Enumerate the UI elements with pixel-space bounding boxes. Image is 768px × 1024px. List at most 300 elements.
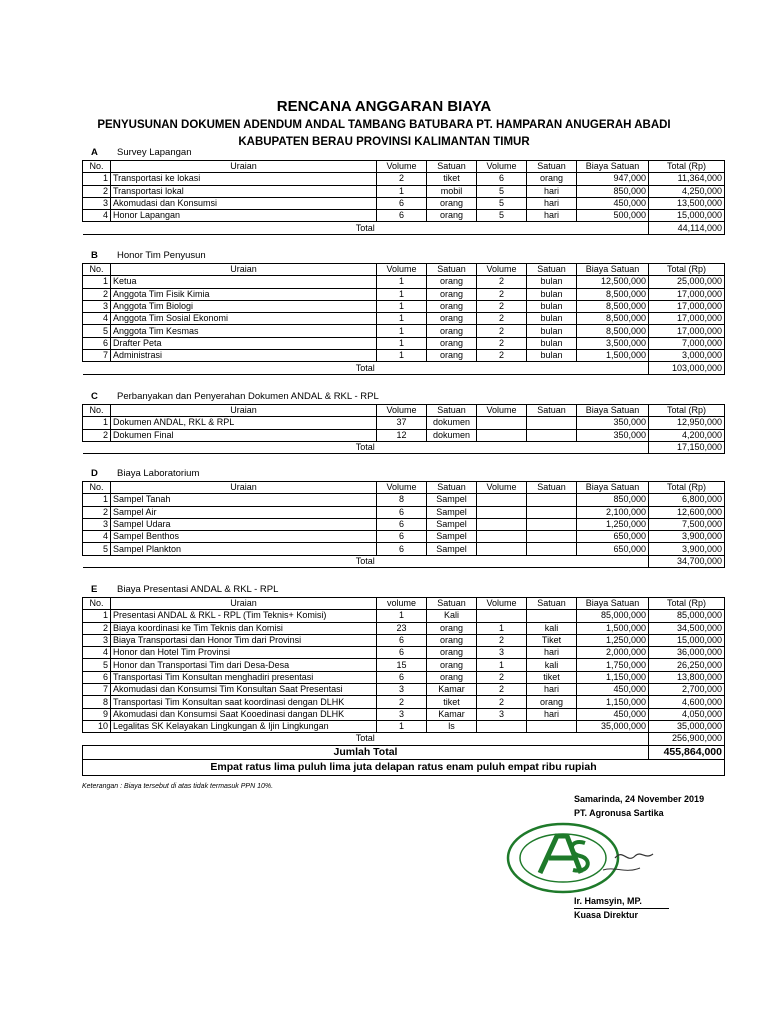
- table-cell: Drafter Peta: [111, 337, 377, 349]
- table-cell: Biaya Transportasi dan Honor Tim dari Provinsi: [111, 634, 377, 646]
- section-letter: B: [91, 250, 98, 261]
- table-header-row: [83, 482, 725, 494]
- table-cell: Transportasi Tim Konsultan menghadiri presentasi: [111, 671, 377, 683]
- table-cell: 3,900,000: [649, 543, 725, 555]
- table-cell: Legalitas SK Kelayakan Lingkungan & Ijin Lingkungan: [111, 720, 377, 732]
- table-cell: 450,000: [577, 197, 649, 209]
- footnote: Keterangan : Biaya tersebut di atas tidak termasuk PPN 10%.: [82, 783, 274, 790]
- table-row: [83, 417, 725, 429]
- table-cell: [477, 494, 527, 506]
- section-total-value: 256,900,000: [649, 733, 725, 745]
- table-row: [83, 276, 725, 288]
- column-header: Uraian: [111, 482, 377, 494]
- table-cell: mobil: [427, 185, 477, 197]
- table-cell: Sampel Plankton: [111, 543, 377, 555]
- table-cell: Sampel: [427, 518, 477, 530]
- column-header: No.: [83, 598, 111, 610]
- total-label: Total: [83, 222, 649, 234]
- table-cell: 15: [377, 659, 427, 671]
- table-cell: Sampel: [427, 531, 477, 543]
- table-cell: 2,700,000: [649, 684, 725, 696]
- column-header: Total (Rp): [649, 264, 725, 276]
- table-cell: 1: [377, 185, 427, 197]
- table-cell: 1,150,000: [577, 696, 649, 708]
- table-cell: [527, 531, 577, 543]
- table-cell: 12,500,000: [577, 276, 649, 288]
- table-row: [83, 708, 725, 720]
- column-header: Volume: [477, 405, 527, 417]
- table-cell: 1: [83, 610, 111, 622]
- table-cell: bulan: [527, 350, 577, 362]
- table-cell: [527, 518, 577, 530]
- table-cell: Dokumen ANDAL, RKL & RPL: [111, 417, 377, 429]
- signer-position: Kuasa Direktur: [574, 910, 639, 920]
- table-cell: 17,000,000: [649, 300, 725, 312]
- grand-total-label: Jumlah Total: [83, 745, 649, 759]
- section-total-row: [83, 441, 725, 453]
- table-cell: Kali: [427, 610, 477, 622]
- column-header: Volume: [477, 161, 527, 173]
- column-header: Satuan: [527, 482, 577, 494]
- table-cell: 4,200,000: [649, 429, 725, 441]
- budget-table: [82, 481, 725, 568]
- table-cell: [477, 417, 527, 429]
- table-row: [83, 313, 725, 325]
- table-cell: 8: [377, 494, 427, 506]
- table-cell: Anggota Tim Sosial Ekonomi: [111, 313, 377, 325]
- column-header: Satuan: [427, 598, 477, 610]
- table-cell: 4,250,000: [649, 185, 725, 197]
- column-header: Total (Rp): [649, 482, 725, 494]
- table-cell: 5: [477, 197, 527, 209]
- table-cell: orang: [527, 173, 577, 185]
- table-cell: 4: [83, 647, 111, 659]
- table-cell: 3: [477, 708, 527, 720]
- table-row: [83, 300, 725, 312]
- table-cell: 13,500,000: [649, 197, 725, 209]
- column-header: Satuan: [427, 482, 477, 494]
- table-row: [83, 671, 725, 683]
- table-cell: Dokumen Final: [111, 429, 377, 441]
- table-cell: 450,000: [577, 708, 649, 720]
- table-cell: Honor dan Hotel Tim Provinsi: [111, 647, 377, 659]
- section-name: Perbanyakan dan Penyerahan Dokumen ANDAL & RKL - RPL: [117, 391, 379, 402]
- table-row: [83, 720, 725, 732]
- table-cell: 2: [477, 337, 527, 349]
- table-cell: [477, 506, 527, 518]
- budget-table: [82, 263, 725, 375]
- section-total-row: [83, 362, 725, 374]
- table-cell: kali: [527, 622, 577, 634]
- table-cell: Kamar: [427, 708, 477, 720]
- table-cell: 4: [83, 313, 111, 325]
- table-cell: 5: [83, 543, 111, 555]
- table-row: [83, 634, 725, 646]
- table-header-row: [83, 598, 725, 610]
- table-cell: 3: [83, 197, 111, 209]
- table-cell: 11,364,000: [649, 173, 725, 185]
- column-header: Biaya Satuan: [577, 264, 649, 276]
- table-cell: [527, 506, 577, 518]
- table-cell: 8: [83, 696, 111, 708]
- table-cell: orang: [427, 210, 477, 222]
- grand-total-value: 455,864,000: [649, 745, 725, 759]
- table-cell: 450,000: [577, 684, 649, 696]
- table-cell: 7,500,000: [649, 518, 725, 530]
- table-cell: 12,600,000: [649, 506, 725, 518]
- table-cell: Sampel Udara: [111, 518, 377, 530]
- table-cell: 1: [477, 659, 527, 671]
- column-header: Total (Rp): [649, 161, 725, 173]
- table-cell: 3: [83, 300, 111, 312]
- table-cell: orang: [427, 276, 477, 288]
- table-cell: 13,800,000: [649, 671, 725, 683]
- table-cell: 3,000,000: [649, 350, 725, 362]
- section-letter: E: [91, 584, 98, 595]
- table-cell: 15,000,000: [649, 634, 725, 646]
- section-a: [82, 147, 724, 235]
- table-cell: 2: [83, 622, 111, 634]
- total-label: Total: [83, 733, 649, 745]
- table-cell: 2: [477, 300, 527, 312]
- table-cell: 2: [83, 185, 111, 197]
- table-cell: 34,500,000: [649, 622, 725, 634]
- table-cell: 2: [477, 350, 527, 362]
- amount-in-words-row: [83, 759, 725, 775]
- company-name: PT. Agronusa Sartika: [574, 808, 664, 818]
- table-cell: 2: [477, 634, 527, 646]
- table-cell: 23: [377, 622, 427, 634]
- table-row: [83, 659, 725, 671]
- table-cell: 1: [377, 337, 427, 349]
- table-cell: [527, 543, 577, 555]
- table-cell: 85,000,000: [649, 610, 725, 622]
- section-total-row: [83, 222, 725, 234]
- table-cell: hari: [527, 197, 577, 209]
- column-header: Biaya Satuan: [577, 482, 649, 494]
- table-cell: 4,600,000: [649, 696, 725, 708]
- column-header: No.: [83, 405, 111, 417]
- column-header: Biaya Satuan: [577, 598, 649, 610]
- table-row: [83, 350, 725, 362]
- table-cell: [527, 610, 577, 622]
- total-label: Total: [83, 362, 649, 374]
- table-cell: Sampel Tanah: [111, 494, 377, 506]
- table-header-row: [83, 161, 725, 173]
- budget-table: [82, 160, 725, 235]
- table-cell: [527, 494, 577, 506]
- table-cell: 850,000: [577, 494, 649, 506]
- table-cell: 6: [377, 518, 427, 530]
- table-cell: 1: [377, 300, 427, 312]
- table-cell: 12: [377, 429, 427, 441]
- table-cell: 2: [83, 506, 111, 518]
- section-title: [82, 147, 724, 160]
- table-cell: 6: [377, 210, 427, 222]
- table-row: [83, 197, 725, 209]
- section-total-value: 17,150,000: [649, 441, 725, 453]
- table-cell: Transportasi lokal: [111, 185, 377, 197]
- amount-in-words: Empat ratus lima puluh lima juta delapan ratus enam puluh empat ribu rupiah: [83, 759, 725, 775]
- table-cell: 2: [83, 429, 111, 441]
- table-cell: [477, 543, 527, 555]
- column-header: Satuan: [527, 405, 577, 417]
- table-cell: 25,000,000: [649, 276, 725, 288]
- table-cell: 6: [477, 173, 527, 185]
- signature-line: [574, 908, 669, 909]
- column-header: Satuan: [427, 405, 477, 417]
- table-row: [83, 325, 725, 337]
- table-cell: 35,000,000: [577, 720, 649, 732]
- section-title: [82, 391, 724, 404]
- table-cell: bulan: [527, 288, 577, 300]
- section-c: [82, 391, 724, 454]
- table-cell: Honor dan Transportasi Tim dari Desa-Desa: [111, 659, 377, 671]
- table-cell: 1: [83, 494, 111, 506]
- column-header: Biaya Satuan: [577, 161, 649, 173]
- table-cell: 6: [377, 506, 427, 518]
- column-header: Satuan: [527, 598, 577, 610]
- table-cell: Presentasi ANDAL & RKL - RPL (Tim Teknis+ Komisi): [111, 610, 377, 622]
- column-header: volume: [377, 598, 427, 610]
- table-cell: dokumen: [427, 429, 477, 441]
- table-row: [83, 684, 725, 696]
- table-cell: Sampel: [427, 494, 477, 506]
- grand-total-row: [83, 745, 725, 759]
- table-cell: 8,500,000: [577, 325, 649, 337]
- table-cell: 2: [477, 313, 527, 325]
- table-cell: bulan: [527, 300, 577, 312]
- table-cell: orang: [427, 300, 477, 312]
- table-cell: Ketua: [111, 276, 377, 288]
- table-cell: 1: [377, 610, 427, 622]
- table-cell: Sampel: [427, 506, 477, 518]
- table-cell: 1: [83, 173, 111, 185]
- table-cell: orang: [527, 696, 577, 708]
- table-cell: bulan: [527, 337, 577, 349]
- table-cell: 1: [377, 276, 427, 288]
- section-d: [82, 468, 724, 568]
- table-cell: 2: [477, 276, 527, 288]
- total-label: Total: [83, 555, 649, 567]
- table-cell: tiket: [527, 671, 577, 683]
- table-cell: 17,000,000: [649, 313, 725, 325]
- table-cell: 7,000,000: [649, 337, 725, 349]
- table-cell: 2,000,000: [577, 647, 649, 659]
- table-cell: 12,950,000: [649, 417, 725, 429]
- column-header: Volume: [377, 405, 427, 417]
- table-cell: Anggota Tim Biologi: [111, 300, 377, 312]
- table-cell: [477, 531, 527, 543]
- table-cell: 8,500,000: [577, 313, 649, 325]
- section-letter: C: [91, 391, 98, 402]
- table-cell: Tiket: [527, 634, 577, 646]
- table-cell: 2: [377, 696, 427, 708]
- column-header: No.: [83, 482, 111, 494]
- table-cell: 5: [83, 325, 111, 337]
- table-cell: 7: [83, 350, 111, 362]
- column-header: Uraian: [111, 264, 377, 276]
- table-cell: Akomudasi dan Konsumsi: [111, 197, 377, 209]
- table-cell: hari: [527, 684, 577, 696]
- table-row: [83, 210, 725, 222]
- table-cell: 350,000: [577, 417, 649, 429]
- table-cell: 37: [377, 417, 427, 429]
- section-title: [82, 250, 724, 263]
- table-cell: 6: [377, 634, 427, 646]
- section-title: [82, 468, 724, 481]
- table-cell: 85,000,000: [577, 610, 649, 622]
- document-subtitle-1: PENYUSUNAN DOKUMEN ADENDUM ANDAL TAMBANG BATUBARA PT. HAMPARAN ANUGERAH ABADI: [97, 119, 671, 131]
- table-cell: orang: [427, 622, 477, 634]
- table-cell: 6: [377, 647, 427, 659]
- table-cell: 1,750,000: [577, 659, 649, 671]
- table-cell: 947,000: [577, 173, 649, 185]
- table-cell: orang: [427, 288, 477, 300]
- table-cell: Biaya koordinasi ke Tim Teknis dan Komisi: [111, 622, 377, 634]
- column-header: Total (Rp): [649, 405, 725, 417]
- column-header: Total (Rp): [649, 598, 725, 610]
- table-row: [83, 494, 725, 506]
- table-cell: 36,000,000: [649, 647, 725, 659]
- section-name: Honor Tim Penyusun: [117, 250, 206, 261]
- section-title: [82, 584, 724, 597]
- table-cell: 4: [83, 210, 111, 222]
- column-header: Uraian: [111, 405, 377, 417]
- table-cell: 8,500,000: [577, 288, 649, 300]
- table-row: [83, 173, 725, 185]
- table-row: [83, 531, 725, 543]
- table-row: [83, 610, 725, 622]
- table-header-row: [83, 405, 725, 417]
- table-cell: orang: [427, 337, 477, 349]
- table-cell: orang: [427, 671, 477, 683]
- table-cell: 6: [377, 197, 427, 209]
- column-header: Volume: [377, 482, 427, 494]
- table-cell: 1: [83, 276, 111, 288]
- table-cell: 1,250,000: [577, 634, 649, 646]
- table-cell: [477, 610, 527, 622]
- table-cell: orang: [427, 313, 477, 325]
- table-cell: 2,100,000: [577, 506, 649, 518]
- table-cell: Sampel: [427, 543, 477, 555]
- table-cell: 4: [83, 531, 111, 543]
- table-cell: 6: [377, 671, 427, 683]
- table-cell: Sampel Benthos: [111, 531, 377, 543]
- table-row: [83, 543, 725, 555]
- table-cell: 15,000,000: [649, 210, 725, 222]
- table-row: [83, 429, 725, 441]
- table-cell: ls: [427, 720, 477, 732]
- budget-table: [82, 404, 725, 454]
- table-cell: Akomudasi dan Konsumsi Saat Kooedinasi dangan DLHK: [111, 708, 377, 720]
- table-cell: 1,150,000: [577, 671, 649, 683]
- table-cell: hari: [527, 185, 577, 197]
- table-cell: 2: [377, 173, 427, 185]
- table-cell: 850,000: [577, 185, 649, 197]
- table-cell: hari: [527, 210, 577, 222]
- column-header: Volume: [477, 482, 527, 494]
- table-cell: 3,900,000: [649, 531, 725, 543]
- table-cell: [527, 417, 577, 429]
- section-total-row: [83, 733, 725, 745]
- table-cell: 3: [477, 647, 527, 659]
- table-cell: Anggota Tim Fisik Kimia: [111, 288, 377, 300]
- table-cell: kali: [527, 659, 577, 671]
- section-letter: D: [91, 468, 98, 479]
- table-cell: 6: [83, 337, 111, 349]
- table-cell: orang: [427, 634, 477, 646]
- section-total-value: 103,000,000: [649, 362, 725, 374]
- table-cell: Akomudasi dan Konsumsi Tim Konsultan Saat Presentasi: [111, 684, 377, 696]
- table-cell: 3: [83, 518, 111, 530]
- budget-table: [82, 597, 725, 776]
- table-cell: 1: [477, 622, 527, 634]
- total-label: Total: [83, 441, 649, 453]
- table-cell: 2: [477, 696, 527, 708]
- table-cell: 3: [83, 634, 111, 646]
- column-header: Satuan: [427, 264, 477, 276]
- table-cell: 2: [83, 288, 111, 300]
- table-cell: Anggota Tim Kesmas: [111, 325, 377, 337]
- column-header: Volume: [377, 161, 427, 173]
- column-header: Satuan: [527, 161, 577, 173]
- table-row: [83, 696, 725, 708]
- table-cell: [527, 720, 577, 732]
- table-cell: Administrasi: [111, 350, 377, 362]
- table-cell: 1,500,000: [577, 622, 649, 634]
- document-subtitle-2: KABUPATEN BERAU PROVINSI KALIMANTAN TIMUR: [238, 136, 530, 148]
- section-name: Biaya Laboratorium: [117, 468, 200, 479]
- table-cell: 1: [377, 288, 427, 300]
- column-header: No.: [83, 161, 111, 173]
- table-cell: 6: [83, 671, 111, 683]
- section-total-value: 34,700,000: [649, 555, 725, 567]
- table-cell: tiket: [427, 173, 477, 185]
- place-date: Samarinda, 24 November 2019: [574, 794, 705, 804]
- section-b: [82, 250, 724, 375]
- table-cell: 3,500,000: [577, 337, 649, 349]
- table-cell: Sampel Air: [111, 506, 377, 518]
- table-cell: 2: [477, 684, 527, 696]
- table-cell: Transportasi ke lokasi: [111, 173, 377, 185]
- table-cell: 35,000,000: [649, 720, 725, 732]
- table-cell: 1,500,000: [577, 350, 649, 362]
- table-cell: Transportasi Tim Konsultan saat koordinasi dengan DLHK: [111, 696, 377, 708]
- table-cell: 6,800,000: [649, 494, 725, 506]
- section-letter: A: [91, 147, 98, 158]
- table-cell: 2: [477, 671, 527, 683]
- column-header: No.: [83, 264, 111, 276]
- company-stamp-seal: [505, 818, 665, 898]
- table-cell: 26,250,000: [649, 659, 725, 671]
- column-header: Volume: [477, 264, 527, 276]
- table-cell: [477, 518, 527, 530]
- table-cell: orang: [427, 325, 477, 337]
- table-cell: tiket: [427, 696, 477, 708]
- table-cell: 1: [377, 325, 427, 337]
- table-cell: 5: [477, 210, 527, 222]
- table-cell: dokumen: [427, 417, 477, 429]
- table-cell: 1,250,000: [577, 518, 649, 530]
- section-name: Survey Lapangan: [117, 147, 192, 158]
- table-cell: 1: [377, 350, 427, 362]
- table-cell: 5: [477, 185, 527, 197]
- table-cell: 1: [83, 417, 111, 429]
- table-cell: 1: [377, 313, 427, 325]
- table-cell: 10: [83, 720, 111, 732]
- column-header: Volume: [477, 598, 527, 610]
